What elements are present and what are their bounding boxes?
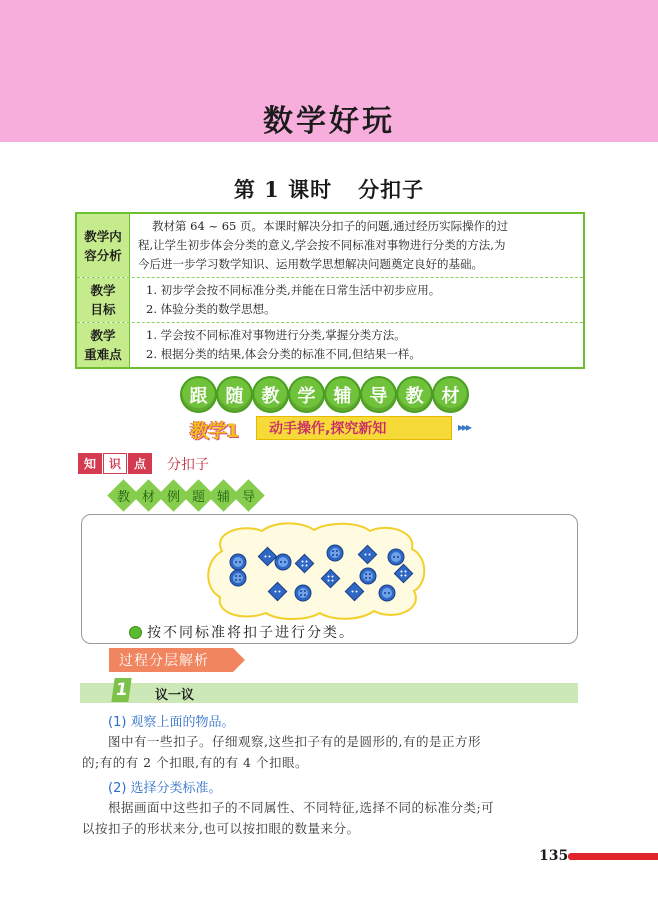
sub-heading: (2) 选择分类标准。 xyxy=(108,781,222,796)
round-button-icon xyxy=(230,570,246,586)
section-tag: 教学1 xyxy=(190,419,239,442)
lesson-title xyxy=(0,174,658,204)
example-caption xyxy=(129,622,355,642)
bullet-dot-icon xyxy=(129,626,142,639)
example-tag-char: 例 xyxy=(157,479,190,512)
step-title: 议一议 xyxy=(155,688,195,703)
info-text: 教材第 64 ~ 65 页。本课时解决分扣子的问题,通过经历实际操作的过 程,让学生初步体会分类的意义,学会按不同标准对事物进行分类的方法,为 今后进一步学习数学知识、运用数学思想解决问题奠定良好的基础。 xyxy=(138,219,509,271)
banner-char: 跟 xyxy=(180,376,217,413)
step-number: 1 xyxy=(111,678,131,702)
kp-box: 识 xyxy=(103,453,127,474)
example-tag-char: 教 xyxy=(107,479,140,512)
banner-char: 导 xyxy=(360,376,397,413)
round-button-icon xyxy=(388,549,404,565)
info-row-content-analysis xyxy=(77,214,583,278)
step-header xyxy=(80,680,578,703)
info-label: 教学 重难点 xyxy=(77,323,130,367)
lesson-number: 第 1 课时 xyxy=(233,177,333,202)
banner-char: 材 xyxy=(432,376,469,413)
banner-char: 辅 xyxy=(324,376,361,413)
info-text: 1. 初步学会按不同标准分类,并能在日常生活中初步应用。 2. 体验分类的数学思想。 xyxy=(146,283,441,316)
chapter-title: 数学好玩 xyxy=(263,104,395,139)
process-banner xyxy=(109,648,233,672)
buttons-illustration xyxy=(202,521,432,621)
info-text: 1. 学会按不同标准对事物进行分类,掌握分类方法。 2. 根据分类的结果,体会分类的标准不同,但结果一样。 xyxy=(146,328,421,361)
info-row-key-points xyxy=(77,323,583,367)
info-row-goals xyxy=(77,278,583,323)
caption-text: 按不同标准将扣子进行分类。 xyxy=(147,625,355,641)
follow-textbook-banner xyxy=(180,376,468,413)
kp-box: 知 xyxy=(78,453,102,474)
banner-char: 教 xyxy=(252,376,289,413)
info-label: 教学内 容分析 xyxy=(77,214,130,277)
round-button-icon xyxy=(360,568,376,584)
banner-char: 教 xyxy=(396,376,433,413)
process-label: 过程分层解析 xyxy=(109,648,233,672)
knowledge-point-header xyxy=(78,453,209,474)
round-button-icon xyxy=(379,585,395,601)
arrow-right-icon xyxy=(233,648,245,672)
example-box xyxy=(81,514,578,644)
banner-char: 学 xyxy=(288,376,325,413)
round-button-icon xyxy=(295,585,311,601)
lesson-topic: 分扣子 xyxy=(358,177,425,202)
round-button-icon xyxy=(275,554,291,570)
example-tag-char: 辅 xyxy=(207,479,240,512)
example-tag-banner xyxy=(112,484,262,507)
page-number: 135 xyxy=(539,848,569,864)
knowledge-point-title: 分扣子 xyxy=(167,456,209,473)
round-button-icon xyxy=(230,554,246,570)
paragraph: 图中有一些扣子。仔细观察,这些扣子有的是圆形的,有的是正方形 的;有的有 2 个扣眼,有的有 4 个扣眼。 xyxy=(82,734,481,770)
section-banner xyxy=(190,414,490,444)
example-tag-char: 题 xyxy=(182,479,215,512)
banner-char: 随 xyxy=(216,376,253,413)
example-tag-char: 导 xyxy=(232,479,265,512)
paragraph: 根据画面中这些扣子的不同属性、不同特征,选择不同的标准分类;可 以按扣子的形状来分,也可以按扣眼的数量来分。 xyxy=(82,800,495,836)
arrows-icon: ▸▸▸ xyxy=(458,420,471,434)
round-button-icon xyxy=(327,545,343,561)
teaching-info-table xyxy=(75,212,585,369)
page-accent-bar xyxy=(568,853,658,860)
info-label: 教学 目标 xyxy=(77,278,130,322)
sub-heading: (1) 观察上面的物品。 xyxy=(108,715,235,730)
example-tag-char: 材 xyxy=(132,479,165,512)
section-title: 动手操作,探究新知 xyxy=(256,416,452,440)
kp-box: 点 xyxy=(128,453,152,474)
